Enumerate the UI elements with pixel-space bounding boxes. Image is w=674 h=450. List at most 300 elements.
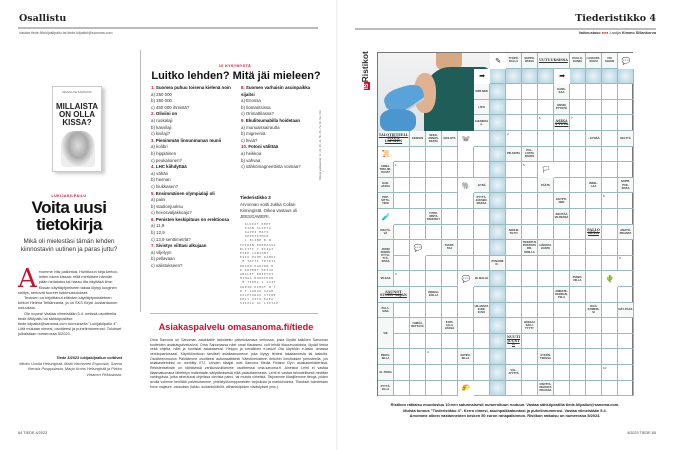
- answer-option[interactable]: a) viljelyyn: [151, 249, 172, 255]
- crossword-cell[interactable]: [554, 256, 570, 272]
- crossword-cell[interactable]: [586, 115, 602, 131]
- solution-row: ADRIN KIMOT M T: [240, 284, 277, 289]
- crossword-cell[interactable]: [570, 287, 586, 303]
- answer-option[interactable]: b) vahvaa: [241, 157, 261, 163]
- crossword-cell[interactable]: [474, 240, 490, 256]
- answer-option[interactable]: b) hieman: [151, 177, 171, 183]
- crossword-cell[interactable]: [554, 147, 570, 163]
- crossword-cell-shaded[interactable]: [490, 115, 506, 131]
- crossword-cell[interactable]: [474, 131, 490, 147]
- answer-option[interactable]: a) vähän: [151, 170, 169, 176]
- answer-option[interactable]: c) sähkömagneettista voimaa?: [241, 164, 301, 170]
- crossword-clue: KELTYÄ: [618, 131, 634, 147]
- crossword-cell[interactable]: [538, 334, 554, 350]
- crossword-cell[interactable]: [474, 381, 490, 397]
- crossword-cell[interactable]: [506, 178, 522, 194]
- answer-option[interactable]: a) Enossa: [241, 98, 261, 104]
- crossword-clue: AMMATE-KERRAN-TELA: [554, 287, 570, 303]
- crossword-cell[interactable]: [570, 162, 586, 178]
- crossword-cell[interactable]: [554, 240, 570, 256]
- crossword-cell-shaded[interactable]: [490, 349, 506, 365]
- crossword-cell[interactable]: [602, 115, 618, 131]
- crossword-cell[interactable]: [522, 100, 538, 116]
- crossword-cell[interactable]: [474, 256, 490, 272]
- answer-option[interactable]: c) peukaloinen?: [151, 157, 183, 163]
- crossword-cell[interactable]: [522, 287, 538, 303]
- solution-row: M TATTI TETKTA: [240, 259, 277, 264]
- solution-row: EIKE LABIONT: [240, 251, 269, 256]
- crossword-cell[interactable]: [538, 365, 554, 381]
- crossword-cell[interactable]: [522, 334, 538, 350]
- crossword-cell[interactable]: [458, 365, 474, 381]
- crossword-cell-shaded[interactable]: [490, 100, 506, 116]
- cell-number: 10: [603, 365, 607, 370]
- crossword-cell[interactable]: [426, 147, 442, 163]
- crossword-cell[interactable]: [442, 225, 458, 241]
- crossword-cell-shaded[interactable]: [490, 365, 506, 381]
- question-label: LHC kiihdyttää: [155, 164, 187, 170]
- crossword-clue: TUTKI-MISTA PANOSKY: [426, 209, 442, 225]
- crossword-cell[interactable]: [506, 271, 522, 287]
- crossword-cell-shaded[interactable]: [490, 84, 506, 100]
- quiz-question: [151, 243, 236, 269]
- crossword-cell[interactable]: [618, 365, 634, 381]
- crossword-cell-shaded[interactable]: [522, 69, 538, 85]
- crossword-cell[interactable]: [522, 365, 538, 381]
- crossword-cell[interactable]: [586, 349, 602, 365]
- crossword-cell[interactable]: [410, 334, 426, 350]
- crossword-cell[interactable]: [618, 100, 634, 116]
- crossword-cell[interactable]: [618, 240, 634, 256]
- crossword-cell[interactable]: [426, 303, 442, 319]
- crossword-cell[interactable]: [458, 303, 474, 319]
- difficulty-line: [579, 31, 656, 35]
- crossword-cell[interactable]: [506, 287, 522, 303]
- crossword-cell[interactable]: [602, 100, 618, 116]
- crossword-cell[interactable]: [618, 147, 634, 163]
- crossword-cell[interactable]: [394, 303, 410, 319]
- crossword-cell[interactable]: [458, 287, 474, 303]
- crossword-cell[interactable]: [570, 131, 586, 147]
- crossword-cell[interactable]: [538, 100, 554, 116]
- crossword-cell[interactable]: [570, 178, 586, 194]
- crossword-cell[interactable]: [410, 349, 426, 365]
- crossword-cell[interactable]: [410, 303, 426, 319]
- crossword-cell-shaded[interactable]: [490, 318, 506, 334]
- crossword-cell[interactable]: [570, 303, 586, 319]
- crossword-cell-shaded[interactable]: [490, 178, 506, 194]
- answer-option[interactable]: b) migreeniä: [241, 131, 266, 137]
- answer-option[interactable]: c) hevosvaljakkoajo?: [151, 210, 192, 216]
- crossword-cell-shaded[interactable]: [538, 69, 554, 85]
- crossword-clue: HÄKKISI-HANTA: [538, 240, 554, 256]
- answer-option[interactable]: a) munuaissairautta: [241, 124, 280, 130]
- crossword-cell[interactable]: [554, 349, 570, 365]
- crossword-cell[interactable]: [474, 318, 490, 334]
- crossword-cell[interactable]: [394, 365, 410, 381]
- crossword-cell[interactable]: [570, 147, 586, 163]
- speech-bubble-icon: 💬: [458, 271, 474, 287]
- crossword-cell[interactable]: [506, 349, 522, 365]
- crossword-cell[interactable]: [522, 193, 538, 209]
- crossword-cell[interactable]: [442, 381, 458, 397]
- cactus-picture-icon: 🌵: [602, 271, 618, 287]
- answer-option[interactable]: c) 13,9 senttimetriä?: [151, 236, 191, 242]
- crossword-cell[interactable]: [538, 147, 554, 163]
- crossword-cell[interactable]: [602, 240, 618, 256]
- crossword-cell[interactable]: [506, 256, 522, 272]
- crossword-cell[interactable]: [394, 225, 410, 241]
- crossword-cell[interactable]: [602, 303, 618, 319]
- crossword-cell[interactable]: [474, 365, 490, 381]
- answer-option[interactable]: b) pellavaan: [151, 256, 175, 262]
- answer-option[interactable]: a) paini: [151, 197, 166, 203]
- crossword-cell[interactable]: [586, 100, 602, 116]
- crossword-cell[interactable]: [474, 287, 490, 303]
- crossword-cell[interactable]: [506, 100, 522, 116]
- crossword-cell[interactable]: [506, 84, 522, 100]
- crossword-cell[interactable]: [442, 334, 458, 350]
- crossword-cell[interactable]: [570, 256, 586, 272]
- crossword-cell[interactable]: [586, 209, 602, 225]
- crossword-cell[interactable]: [426, 162, 442, 178]
- crossword-cell[interactable]: [618, 209, 634, 225]
- answer-option[interactable]: b) Ilomantsissa: [241, 104, 271, 110]
- crossword-cell[interactable]: [442, 256, 458, 272]
- crossword-cell[interactable]: [474, 209, 490, 225]
- crossword-cell[interactable]: [410, 162, 426, 178]
- crossword-cell[interactable]: [522, 349, 538, 365]
- crossword-cell[interactable]: [394, 256, 410, 272]
- crossword-cell[interactable]: [522, 209, 538, 225]
- crossword-cell[interactable]: [506, 381, 522, 397]
- solution-row: EIIO PAHE KAMOT: [240, 255, 277, 260]
- crossword-cell[interactable]: [394, 193, 410, 209]
- crossword-cell[interactable]: [570, 209, 586, 225]
- crossword-cell[interactable]: [586, 365, 602, 381]
- crossword-cell[interactable]: [602, 287, 618, 303]
- crossword-cell[interactable]: [458, 162, 474, 178]
- crossword-cell[interactable]: [538, 287, 554, 303]
- crossword-cell[interactable]: [458, 225, 474, 241]
- crossword-cell[interactable]: [618, 349, 634, 365]
- crossword-cell[interactable]: [426, 225, 442, 241]
- crossword-cell[interactable]: [522, 303, 538, 319]
- crossword-cell[interactable]: [522, 271, 538, 287]
- crossword-cell-shaded[interactable]: [490, 381, 506, 397]
- crossword-cell[interactable]: [426, 334, 442, 350]
- crossword-cell[interactable]: [426, 271, 442, 287]
- crossword-cell-shaded[interactable]: [618, 69, 634, 85]
- crossword-cell[interactable]: [442, 193, 458, 209]
- crossword-cell[interactable]: [458, 209, 474, 225]
- contest-paragraph: Teoksen on kirjoittanut eläinten käyttäytymistieteen tohtori Helena Telkänranta, ja on SKS Kirjat -kustantamon uutuuksia.: [18, 295, 118, 311]
- answer-option[interactable]: c) valistukseen?: [151, 263, 183, 269]
- crossword-cell[interactable]: [506, 193, 522, 209]
- answer-option[interactable]: a) kolibri: [151, 144, 168, 150]
- crossword-cell-shaded[interactable]: [506, 69, 522, 85]
- crossword-cell[interactable]: [586, 240, 602, 256]
- crossword-clue: PUNAINEN ↓: [490, 256, 506, 272]
- crossword-cell-shaded[interactable]: [570, 69, 586, 85]
- crossword-cell[interactable]: [442, 365, 458, 381]
- crossword-clue: VIE: [378, 318, 394, 349]
- crossword-cell[interactable]: [586, 381, 602, 397]
- question-number: 5.: [151, 190, 155, 196]
- crossword-cell[interactable]: [618, 115, 634, 131]
- crossword-cell-shaded[interactable]: [490, 162, 506, 178]
- crossword-cell[interactable]: [586, 334, 602, 350]
- crossword-cell[interactable]: [586, 147, 602, 163]
- crossword-cell[interactable]: [394, 334, 410, 350]
- crossword-cell[interactable]: [394, 349, 410, 365]
- crossword-cell[interactable]: [538, 318, 554, 334]
- crossword-cell[interactable]: [554, 225, 570, 241]
- crossword-cell-shaded[interactable]: [490, 193, 506, 209]
- crossword-cell[interactable]: [458, 318, 474, 334]
- crossword-cell[interactable]: [570, 365, 586, 381]
- crossword-cell[interactable]: [506, 240, 522, 256]
- crossword-cell[interactable]: [586, 84, 602, 100]
- speech-bubble-icon: 💬: [618, 53, 634, 69]
- question-text: [151, 191, 236, 198]
- bottle-picture-icon: 🧪: [378, 209, 394, 225]
- crossword-cell[interactable]: [554, 303, 570, 319]
- question-number: 7.: [151, 243, 155, 249]
- crossword-cell[interactable]: [570, 318, 586, 334]
- answer-option[interactable]: c) hiukkasen?: [151, 183, 179, 189]
- crossword-cell[interactable]: [474, 225, 490, 241]
- crossword-cell[interactable]: [602, 225, 618, 241]
- solution-row: ERIKN KAKIKN M: [240, 263, 274, 268]
- question-text: [151, 85, 236, 92]
- crossword-cell-shaded[interactable]: [602, 69, 618, 85]
- crossword-cell[interactable]: [442, 287, 458, 303]
- crossword-cell[interactable]: [426, 178, 442, 194]
- answer-option[interactable]: b) 350 000: [151, 98, 172, 104]
- answer-option[interactable]: b) kasvilaji: [151, 124, 172, 130]
- crossword-cell[interactable]: [442, 349, 458, 365]
- crossword-cell[interactable]: [618, 287, 634, 303]
- answer-option[interactable]: a) heikkoa: [241, 150, 262, 156]
- crossword-cell[interactable]: [410, 271, 426, 287]
- question-number: 3.: [151, 137, 155, 143]
- crossword-cell[interactable]: [538, 225, 554, 241]
- crossword-cell[interactable]: [426, 365, 442, 381]
- solution-row: KELY OITO KAEA: [240, 297, 274, 302]
- crossword-cell[interactable]: [458, 193, 474, 209]
- crossword-cell[interactable]: [602, 84, 618, 100]
- crossword-cell[interactable]: [602, 334, 618, 350]
- crossword-cell[interactable]: [570, 225, 586, 241]
- crossword-cell[interactable]: [538, 271, 554, 287]
- crossword-cell-shaded[interactable]: [490, 69, 506, 85]
- crossword-cell[interactable]: [554, 381, 570, 397]
- crossword-cell[interactable]: [554, 271, 570, 287]
- crossword-cell[interactable]: [586, 256, 602, 272]
- solution-row: KILETARAS STIRE: [240, 293, 277, 298]
- answer-option[interactable]: c) Orimattilassa?: [241, 111, 274, 117]
- crossword-cell[interactable]: [602, 318, 618, 334]
- question-label: Sivistys viittasi alkujaan: [155, 243, 207, 249]
- crossword-cell[interactable]: [442, 303, 458, 319]
- crossword-cell[interactable]: [394, 381, 410, 397]
- crossword-cell[interactable]: [522, 225, 538, 241]
- answer-option[interactable]: b) stadionjuoksu: [151, 203, 183, 209]
- crossword-clue: JE-MALLE: [474, 271, 490, 287]
- crossword-cell[interactable]: [506, 209, 522, 225]
- crossword-cell[interactable]: [538, 193, 554, 209]
- crossword-cell[interactable]: [570, 84, 586, 100]
- crossword-cell[interactable]: [522, 178, 538, 194]
- section-title: Osallistu: [19, 13, 67, 24]
- crossword-cell[interactable]: [618, 162, 634, 178]
- crossword-cell-shaded[interactable]: [490, 334, 506, 350]
- crossword-cell[interactable]: [538, 303, 554, 319]
- crossword-cell[interactable]: [410, 287, 426, 303]
- crossword-cell[interactable]: [506, 318, 522, 334]
- crossword-cell[interactable]: [394, 147, 410, 163]
- crossword-clue: VILKAS: [378, 271, 394, 287]
- crossword-cell[interactable]: [570, 334, 586, 350]
- crossword-cell[interactable]: [410, 381, 426, 397]
- crossword-cell[interactable]: [554, 162, 570, 178]
- crossword-cell-shaded[interactable]: [490, 240, 506, 256]
- crossword-cell[interactable]: [394, 178, 410, 194]
- crossword-cell[interactable]: [410, 225, 426, 241]
- answer-option[interactable]: b) 12,9: [151, 230, 165, 236]
- crossword-cell[interactable]: [570, 193, 586, 209]
- crossword-cell-shaded[interactable]: [490, 287, 506, 303]
- crossword-cell[interactable]: [506, 303, 522, 319]
- crossword-cell[interactable]: [538, 256, 554, 272]
- crossword-cell[interactable]: [458, 256, 474, 272]
- crossword-cell[interactable]: [426, 240, 442, 256]
- crossword-cell[interactable]: [506, 162, 522, 178]
- crossword-cell[interactable]: [394, 318, 410, 334]
- crossword-cell[interactable]: [426, 193, 442, 209]
- crossword-cell[interactable]: [538, 131, 554, 147]
- crossword-cell[interactable]: [522, 256, 538, 272]
- crossword-cell[interactable]: [506, 115, 522, 131]
- crossword-cell[interactable]: [618, 271, 634, 287]
- crossword-cell[interactable]: [618, 193, 634, 209]
- crossword-cell[interactable]: [410, 209, 426, 225]
- contest-paragraph: Ole nopea! Vastaa viimeistään 5.4. netissä osoitteella tiede.fi/kilpailu tai sähköpostitse tiede.kilpailut@sanoma.com tunnuksella "Lukijakilpailu 4". Liitä mukaan nimesi, osoitteesi ja puhelinnumerosi. Tulokset julkaistaan numerossa 5/2023.: [18, 310, 122, 337]
- crossword-cell[interactable]: [474, 349, 490, 365]
- crossword-cell[interactable]: [442, 271, 458, 287]
- crossword-cell[interactable]: [602, 381, 618, 397]
- crossword-cell[interactable]: [474, 334, 490, 350]
- crossword-cell[interactable]: [394, 209, 410, 225]
- crossword-cell-shaded[interactable]: [490, 131, 506, 147]
- crossword-cell[interactable]: [586, 271, 602, 287]
- crossword-cell[interactable]: [602, 131, 618, 147]
- crossword-clue: PYYTÄ-JILLA: [378, 381, 394, 397]
- crossword-cell[interactable]: [554, 334, 570, 350]
- crossword-cell[interactable]: [522, 115, 538, 131]
- crossword-cell[interactable]: [458, 334, 474, 350]
- crossword-cell-shaded[interactable]: [490, 271, 506, 287]
- cell-number: 4: [427, 349, 429, 354]
- crossword-cell[interactable]: [570, 100, 586, 116]
- crossword-cell[interactable]: [410, 365, 426, 381]
- answer-option[interactable]: a) ruokalaji: [151, 117, 173, 123]
- crossword-cell[interactable]: [538, 84, 554, 100]
- crossword-cell[interactable]: [410, 256, 426, 272]
- crossword-cell-shaded[interactable]: [490, 225, 506, 241]
- answer-option[interactable]: c) 450 000 ihmistä?: [151, 104, 190, 110]
- answer-option[interactable]: a) 250 000: [151, 91, 172, 97]
- crossword-cell[interactable]: [602, 209, 618, 225]
- crossword-cell-shaded[interactable]: [490, 147, 506, 163]
- crossword-cell-shaded[interactable]: [490, 209, 506, 225]
- crossword-cell[interactable]: [618, 84, 634, 100]
- crossword-cell[interactable]: [618, 318, 634, 334]
- answer-option[interactable]: c) hiviä?: [241, 137, 258, 143]
- crossword-cell[interactable]: [554, 178, 570, 194]
- crossword-cell[interactable]: [570, 381, 586, 397]
- answer-option[interactable]: b) hippiäinen: [151, 150, 177, 156]
- crossword-clue: HAR-JASSA: [378, 178, 394, 194]
- crossword-cell[interactable]: [474, 147, 490, 163]
- crossword-cell[interactable]: [442, 147, 458, 163]
- crossword-cell[interactable]: [538, 209, 554, 225]
- crossword-cell[interactable]: [426, 381, 442, 397]
- crossword-cell[interactable]: [410, 193, 426, 209]
- crossword-cell[interactable]: [442, 178, 458, 194]
- book-author: HELENA TELKÄNRANTA: [62, 91, 92, 94]
- crossword-cell[interactable]: [586, 162, 602, 178]
- crossword-cell[interactable]: [394, 240, 410, 256]
- crossword-cell[interactable]: [602, 256, 618, 272]
- crossword-cell[interactable]: [618, 381, 634, 397]
- answer-option[interactable]: a) 11,9: [151, 223, 165, 229]
- crossword-cell[interactable]: [426, 318, 442, 334]
- crossword-cell[interactable]: [602, 147, 618, 163]
- crossword-cell[interactable]: [618, 334, 634, 350]
- crossword-cell[interactable]: [602, 162, 618, 178]
- crossword-cell[interactable]: [442, 162, 458, 178]
- crossword-cell[interactable]: [554, 318, 570, 334]
- crossword-cell[interactable]: [602, 178, 618, 194]
- crossword-cell[interactable]: [522, 84, 538, 100]
- crossword-cell[interactable]: [410, 147, 426, 163]
- crossword-cell[interactable]: [570, 349, 586, 365]
- answer-option[interactable]: c) kivilaji?: [151, 131, 171, 137]
- crossword-cell[interactable]: [442, 209, 458, 225]
- crossword-cell[interactable]: [458, 240, 474, 256]
- crossword-cell[interactable]: [554, 131, 570, 147]
- crossword-cell[interactable]: [586, 318, 602, 334]
- crossword-cell[interactable]: [522, 381, 538, 397]
- crossword-cell[interactable]: [522, 131, 538, 147]
- crossword-cell[interactable]: [426, 256, 442, 272]
- crossword-cell[interactable]: [410, 178, 426, 194]
- crossword-cell[interactable]: [570, 240, 586, 256]
- crossword-cell[interactable]: [586, 287, 602, 303]
- crossword-cell-shaded[interactable]: [586, 69, 602, 85]
- crossword-cell[interactable]: [586, 193, 602, 209]
- question-text: [151, 111, 236, 118]
- question-label: Suomen varhaisin asuinpaikka sijaitsi: [241, 85, 311, 97]
- crossword-cell[interactable]: [602, 349, 618, 365]
- crossword-cell[interactable]: [554, 365, 570, 381]
- crossword-cell[interactable]: [474, 162, 490, 178]
- crossword-cell-shaded[interactable]: [490, 303, 506, 319]
- solution-row: E ARPENT KEIJO: [240, 267, 274, 272]
- crossword-cell[interactable]: [458, 147, 474, 163]
